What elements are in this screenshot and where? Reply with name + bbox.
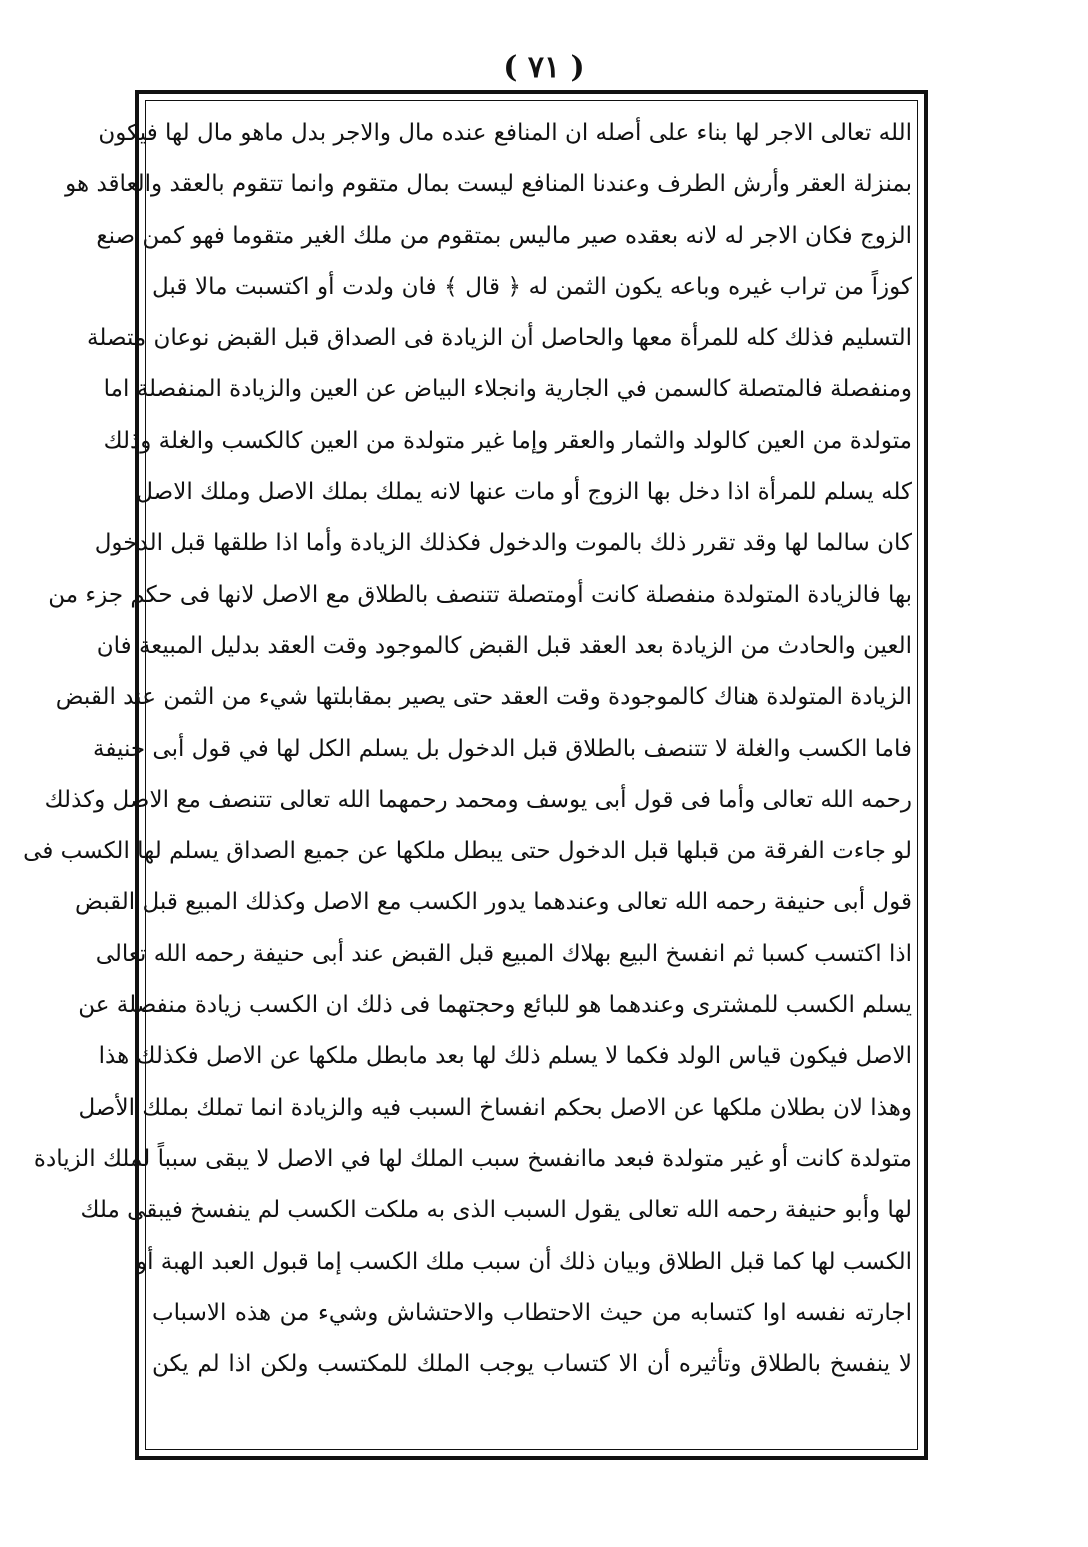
text-line-24: اجارته نفسه اوا كتسابه من حيث الاحتطاب والاحتشاش وشيء من هذه الاسباب [152,1299,912,1326]
text-line-17: اذا اكتسب كسبا ثم انفسخ البيع بهلاك المبيع قبل القبض عند أبى حنيفة رحمه الله تعالى [95,940,912,967]
text-line-1: الله تعالى الاجر لها بناء على أصله ان المنافع عنده مال والاجر بدل ماهو مال لها فيكون [98,120,912,146]
text-line-20: وهذا لان بطلان ملكها عن الاصل بحكم انفساخ السبب فيه والزيادة انما تملك بملك الأصل [78,1094,912,1121]
main-text-block [23,108,918,1390]
text-line-5: التسليم فذلك كله للمرأة معها والحاصل أن الزيادة فى الصداق قبل القبض نوعان متصلة [87,325,912,352]
text-line-2: بمنزلة العقر وأرش الطرف وعندنا المنافع ليست بمال متقوم وانما تتقوم بالعقد والعاقد هو [65,171,912,198]
text-line-23: الكسب لها كما قبل الطلاق وبيان ذلك أن سبب ملك الكسب إما قبول العبد الهبة أو [135,1248,912,1275]
text-line-12: الزيادة المتولدة هناك كالموجودة وقت العقد حتى يصير بمقابلتها شيء من الثمن عند القبض [55,684,912,711]
text-line-10: بها فالزيادة المتولدة منفصلة كانت أومتصلة تتنصف بالطلاق مع الاصل لانها فى حكم جزء من [48,581,912,608]
text-line-16: قول أبى حنيفة رحمه الله تعالى وعندهما يدور الكسب مع الاصل وكذلك المبيع قبل القبض [75,889,912,916]
text-line-7: متولدة من العين كالولد والثمار والعقر وإما غير متولدة من العين كالكسب والغلة وذلك [103,427,912,454]
text-line-6: ومنفصلة فالمتصلة كالسمن في الجارية وانجلاء البياض عن العين والزيادة المنفصلة اما [103,376,912,403]
text-line-14: رحمه الله تعالى وأما فى قول أبى يوسف ومحمد رحمهما الله تعالى تتنصف مع الاصل وكذلك [44,786,912,813]
text-line-15: لو جاءت الفرقة من قبلها قبل الدخول حتى يبطل ملكها عن جميع الصداق يسلم لها الكسب فى [23,838,912,865]
text-line-21: متولدة كانت أو غير متولدة فبعد ماانفسخ سبب الملك لها في الاصل لا يبقى سبباً لملك الزيادة [33,1145,912,1172]
text-line-13: فاما الكسب والغلة لا تتنصف بالطلاق قبل الدخول بل يسلم الكل لها في قول أبى حنيفة [93,735,912,762]
text-line-3: الزوج فكان الاجر له لانه بعقده صير ماليس بمتقوم من ملك الغير متقوما فهو كمن صنع [96,222,912,249]
text-line-19: الاصل فيكون قياس الولد فكما لا يسلم ذلك لها بعد مابطل ملكها عن الاصل فكذلك هذا [98,1043,912,1070]
text-line-9: كان سالما لها وقد تقرر ذلك بالموت والدخول فكذلك الزيادة وأما اذا طلقها قبل الدخول [94,530,912,557]
text-line-11: العين والحادث من الزيادة بعد العقد قبل القبض كالموجود وقت العقد بدليل المبيعة فان [96,632,912,659]
text-line-4: كوزاً من تراب غيره وباعه يكون الثمن له ﴿ قال ﴾ فان ولدت أو اكتسبت مالا قبل [152,273,912,300]
page-number: ( ٧١ ) [503,50,585,85]
text-line-18: يسلم الكسب للمشترى وعندهما هو للبائع وحجتهما فى ذلك ان الكسب زيادة منفصلة عن [78,992,912,1019]
text-line-8: كله يسلم للمرأة اذا دخل بها الزوج أو مات عنها لانه يملك بملك الاصل وملك الاصل [136,479,912,506]
text-line-25: لا ينفسخ بالطلاق وتأثيره أن الا كتساب يوجب الملك للمكتسب ولكن اذا لم يكن [152,1351,912,1378]
text-line-22: لها وأبو حنيفة رحمه الله تعالى يقول السبب الذى به ملكت الكسب لم ينفسخ فيبقى ملك [80,1197,912,1224]
